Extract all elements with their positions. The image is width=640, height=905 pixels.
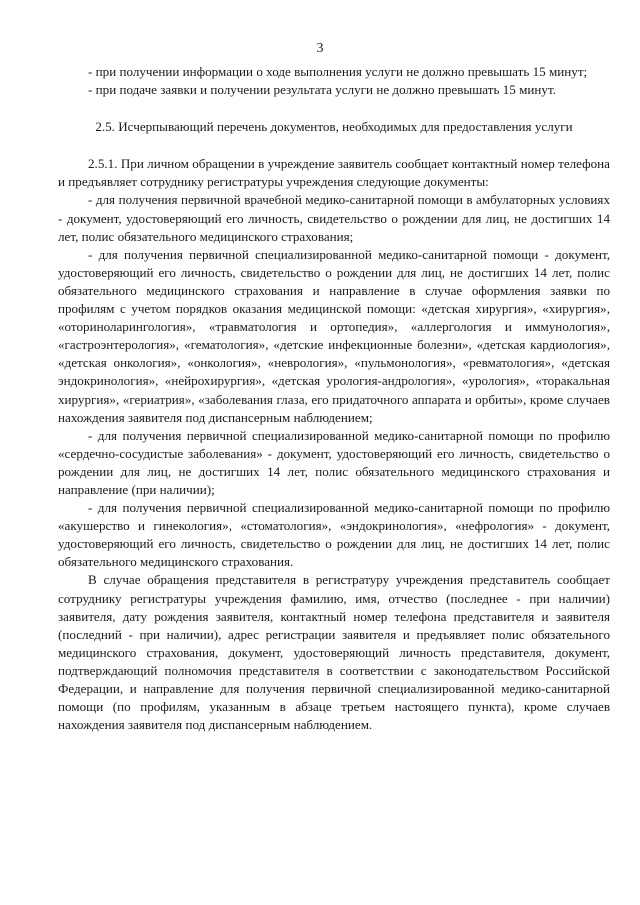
paragraph-processing-time-info: - при получении информации о ходе выполнения услуги не должно превышать 15 минут;: [88, 64, 588, 79]
paragraph-cardiovascular: - для получения первичной специализированной медико-санитарной помощи по профилю «сердечно-сосудистые заболевания» - документ, удостоверяющий его личность, свидетельство о рождении для лиц, не достигших 14 лет, полис обязательного медицинского страхования и направление (при наличии);: [58, 427, 610, 497]
paragraph-specialized-care: - для получения первичной специализированной медико-санитарной помощи - документ, удостоверяющий его личность, свидетельство о рождении для лиц, не достигших 14 лет, полис обязательного медицинского страхования и направление в случае оформления заявки по профилям с учетом порядков оказания медицинской помощи: «детская хирургия», «хирургия», «оториноларингология», «травматология и ортопедия», «аллергология и иммунология», «гастроэнтерология», «гематология», «детские инфекционные болезни», «детская кардиология», «детская онкология», «онкология», «неврология», «пульмонология», «ревматология», «детская эндокринология», «нейрохирургия», «детская урология-андрология», «урология», «торакальная хирургия», «гериатрия», «заболевания глаза, его придаточного аппарата и орбиты», кроме случаев нахождения заявителя под диспансерным наблюдением;: [58, 246, 610, 425]
document-body: [58, 63, 610, 734]
page-number: 3: [316, 41, 324, 56]
paragraph-obstetrics: - для получения первичной специализированной медико-санитарной помощи по профилю «акушерство и гинекология», «стоматология», «эндокринология», «нефрология» - документ, удостоверяющий его личность, свидетельство о рождении для лиц, не достигших 14 лет, полис обязательного медицинского страхования.: [58, 500, 610, 570]
paragraph-primary-care: - для получения первичной врачебной медико-санитарной помощи в амбулаторных условиях - документ, удостоверяющий его личность, свидетельство о рождении для лиц, не достигших 14 лет, полис обязательного медицинского страхования;: [58, 192, 610, 244]
paragraph-2-5-1: 2.5.1. При личном обращении в учреждение заявитель сообщает контактный номер телефона и предъявляет сотруднику регистратуры учреждения следующие документы:: [58, 156, 610, 190]
paragraph-representative: В случае обращения представителя в регистратуру учреждения представитель сообщает сотруднику регистратуры учреждения фамилию, имя, отчество (последнее - при наличии) заявителя, дату рождения заявителя, контактный номер телефона представителя и заявителя (последний - при наличии), адрес регистрации заявителя и предъявляет полис обязательного медицинского страхования, документ, удостоверяющий личность представителя, документ, подтверждающий полномочия представителя в соответствии с законодательством Российской Федерации, и направление для получения первичной специализированной медико-санитарной помощи (по профилям, указанным в абзаце третьем настоящего пункта), кроме случаев нахождения заявителя под диспансерным наблюдением.: [58, 572, 610, 733]
paragraph-processing-time-request: - при подаче заявки и получении результата услуги не должно превышать 15 минут.: [88, 82, 556, 98]
section-heading: 2.5. Исчерпывающий перечень документов, необходимых для предоставления услуги: [95, 119, 573, 135]
